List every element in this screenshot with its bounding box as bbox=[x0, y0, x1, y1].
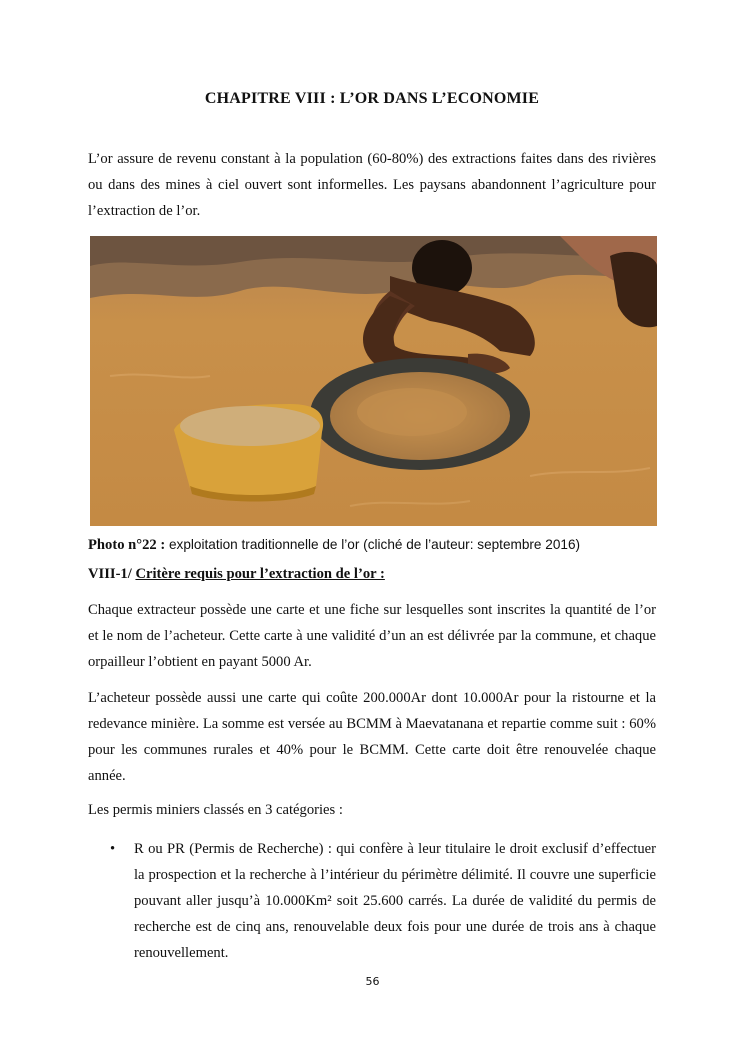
list-item-research-permit: R ou PR (Permis de Recherche) : qui confère à leur titulaire le droit exclusif d’effectuer la prospection et la recherche à l’intérieur du périmètre délimité. Il couvre une superficie pouvant aller jusqu’à 10.000Km² soit 25.600 carrés. La durée de validité du permis de recherche est de cinq ans, renouvelable deux fois pour une durée de trois ans à chaque renouvellement. bbox=[134, 841, 656, 961]
paragraph-buyer-card: L’acheteur possède aussi une carte qui coûte 200.000Ar dont 10.000Ar pour la ristourne et la redevance minière. La somme est versée au BCMM à Maevatanana et repartie comme suit : 60% pour les communes rurales et 40% pour le BCMM. Cette carte doit être renouvelée chaque année. bbox=[88, 690, 656, 784]
section-number: VIII-1/ bbox=[88, 566, 132, 582]
section-heading bbox=[88, 566, 385, 583]
photo-caption bbox=[88, 535, 656, 555]
caption-label: Photo n°22 : bbox=[88, 537, 166, 553]
paragraph-extractor-card: Chaque extracteur possède une carte et une fiche sur lesquelles sont inscrites la quantité de l’or et le nom de l’acheteur. Cette carte à une validité d’un an est délivrée par la commune, et chaque orpailleur l’obtient en payant 5000 Ar. bbox=[88, 602, 656, 670]
gold-panning-photo bbox=[90, 236, 657, 526]
bullet-marker: • bbox=[110, 841, 116, 857]
caption-text: exploitation traditionnelle de l’or (cliché de l’auteur: septembre 2016) bbox=[165, 537, 581, 552]
intro-paragraph: L’or assure de revenu constant à la population (60-80%) des extractions faites dans des rivières ou dans des mines à ciel ouvert sont informelles. Les paysans abandonnent l’agriculture pour l’extraction de l’or. bbox=[88, 151, 656, 219]
chapter-title: CHAPITRE VIII : L’OR DANS L’ECONOMIE bbox=[204, 90, 540, 107]
paragraph-permit-categories: Les permis miniers classés en 3 catégories : bbox=[88, 802, 343, 818]
page-number: 56 bbox=[365, 975, 380, 988]
section-title: Critère requis pour l’extraction de l’or : bbox=[135, 566, 385, 582]
